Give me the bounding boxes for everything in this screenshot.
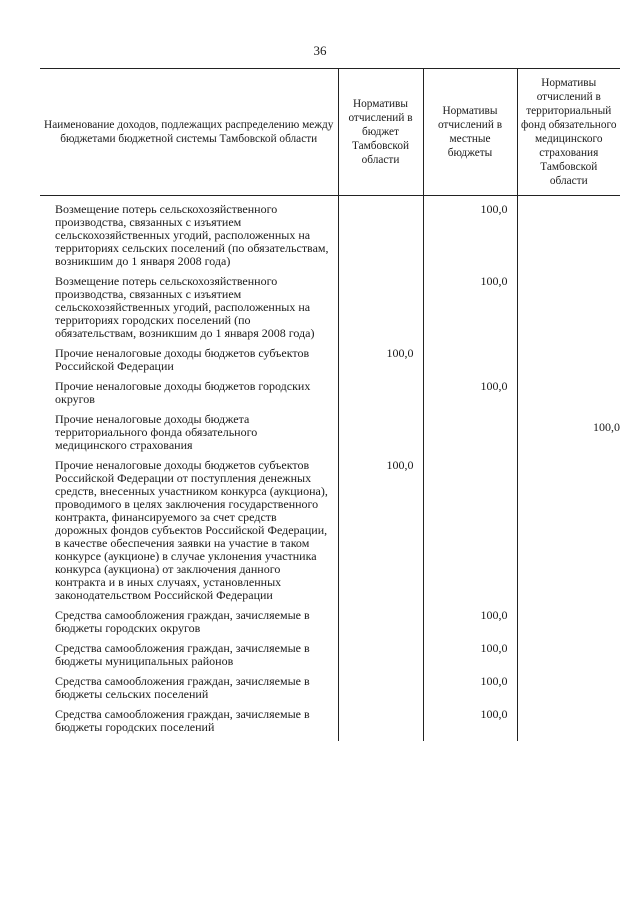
regional-norm-cell bbox=[338, 609, 423, 642]
table-header-row bbox=[40, 69, 620, 196]
table-row bbox=[40, 642, 620, 675]
fund-norm-cell bbox=[517, 196, 620, 276]
fund-norm-cell bbox=[517, 275, 620, 347]
fund-norm-cell bbox=[517, 708, 620, 741]
regional-norm-cell bbox=[338, 413, 423, 459]
local-norm-cell: 100,0 bbox=[423, 708, 517, 741]
regional-norm-cell bbox=[338, 380, 423, 413]
regional-norm-cell bbox=[338, 196, 423, 276]
fund-norm-cell bbox=[517, 675, 620, 708]
table-row bbox=[40, 196, 620, 276]
revenue-name-cell: Средства самообложения граждан, зачисляемые в бюджеты муниципальных районов bbox=[55, 641, 310, 668]
header-local-norm: Нормативы отчислений в местные бюджеты bbox=[423, 69, 517, 196]
page-number: 36 bbox=[313, 43, 327, 58]
table-row bbox=[40, 708, 620, 741]
regional-norm-cell bbox=[338, 675, 423, 708]
local-norm-cell bbox=[423, 459, 517, 609]
regional-norm-cell: 100,0 bbox=[338, 459, 423, 609]
table-row bbox=[40, 413, 620, 459]
fund-norm-cell bbox=[517, 459, 620, 609]
table-row bbox=[40, 675, 620, 708]
fund-norm-cell bbox=[517, 380, 620, 413]
local-norm-cell: 100,0 bbox=[423, 642, 517, 675]
revenue-name-cell: Прочие неналоговые доходы бюджетов субъектов Российской Федерации bbox=[55, 346, 310, 373]
regional-norm-cell: 100,0 bbox=[338, 347, 423, 380]
local-norm-cell bbox=[423, 347, 517, 380]
header-fund-norm: Нормативы отчислений в территориальный фонд обязательного медицинского страхования Тамбовской области bbox=[517, 69, 620, 196]
local-norm-cell bbox=[423, 413, 517, 459]
fund-norm-cell bbox=[517, 642, 620, 675]
regional-norm-cell bbox=[338, 642, 423, 675]
table-row bbox=[40, 275, 620, 347]
regional-norm-cell bbox=[338, 275, 423, 347]
table-row bbox=[40, 347, 620, 380]
revenue-name-cell: Прочие неналоговые доходы бюджетов городских округов bbox=[55, 379, 311, 406]
fund-norm-cell bbox=[517, 609, 620, 642]
table-row bbox=[40, 459, 620, 609]
table-row bbox=[40, 380, 620, 413]
revenue-name-cell: Средства самообложения граждан, зачисляемые в бюджеты городских поселений bbox=[55, 707, 310, 734]
revenue-name-cell: Прочие неналоговые доходы бюджета территориального фонда обязательного медицинского страхования bbox=[55, 412, 258, 452]
header-revenue-name: Наименование доходов, подлежащих распределению между бюджетами бюджетной системы Тамбовской области bbox=[40, 69, 338, 196]
header-regional-norm: Нормативы отчислений в бюджет Тамбовской области bbox=[338, 69, 423, 196]
local-norm-cell: 100,0 bbox=[423, 380, 517, 413]
local-norm-cell: 100,0 bbox=[423, 196, 517, 276]
local-norm-cell: 100,0 bbox=[423, 675, 517, 708]
table-row bbox=[40, 609, 620, 642]
local-norm-cell: 100,0 bbox=[423, 275, 517, 347]
regional-norm-cell bbox=[338, 708, 423, 741]
fund-norm-cell: 100,0 bbox=[517, 413, 620, 459]
revenue-name-cell: Средства самообложения граждан, зачисляемые в бюджеты городских округов bbox=[55, 608, 310, 635]
revenue-name-cell: Прочие неналоговые доходы бюджетов субъектов Российской Федерации от поступления денежных средств, внесенных участником конкурса (аукциона), проводимого в целях заключения государственного контракта, финансируемого за счет средств дорожных фондов субъектов Российской Федерации, в качестве обеспечения заявки на участие в таком конкурсе (аукционе) в случае уклонения участника конкурса (аукциона) от заключения данного контракта и в иных случаях, установленных законодательством Российской Федерации bbox=[55, 458, 328, 602]
revenue-name-cell: Возмещение потерь сельскохозяйственного производства, связанных с изъятием сельскохозяйственных угодий, расположенных на территориях сельских поселений (по обязательствам, возникшим до 1 января 2008 года) bbox=[55, 202, 329, 268]
fund-norm-cell bbox=[517, 347, 620, 380]
revenue-name-cell: Средства самообложения граждан, зачисляемые в бюджеты сельских поселений bbox=[55, 674, 310, 701]
local-norm-cell: 100,0 bbox=[423, 609, 517, 642]
revenue-distribution-table bbox=[40, 68, 620, 741]
revenue-name-cell: Возмещение потерь сельскохозяйственного производства, связанных с изъятием сельскохозяйственных угодий, расположенных на территориях городских поселений (по обязательствам, возникшим до 1 января 2008 года) bbox=[55, 274, 315, 340]
